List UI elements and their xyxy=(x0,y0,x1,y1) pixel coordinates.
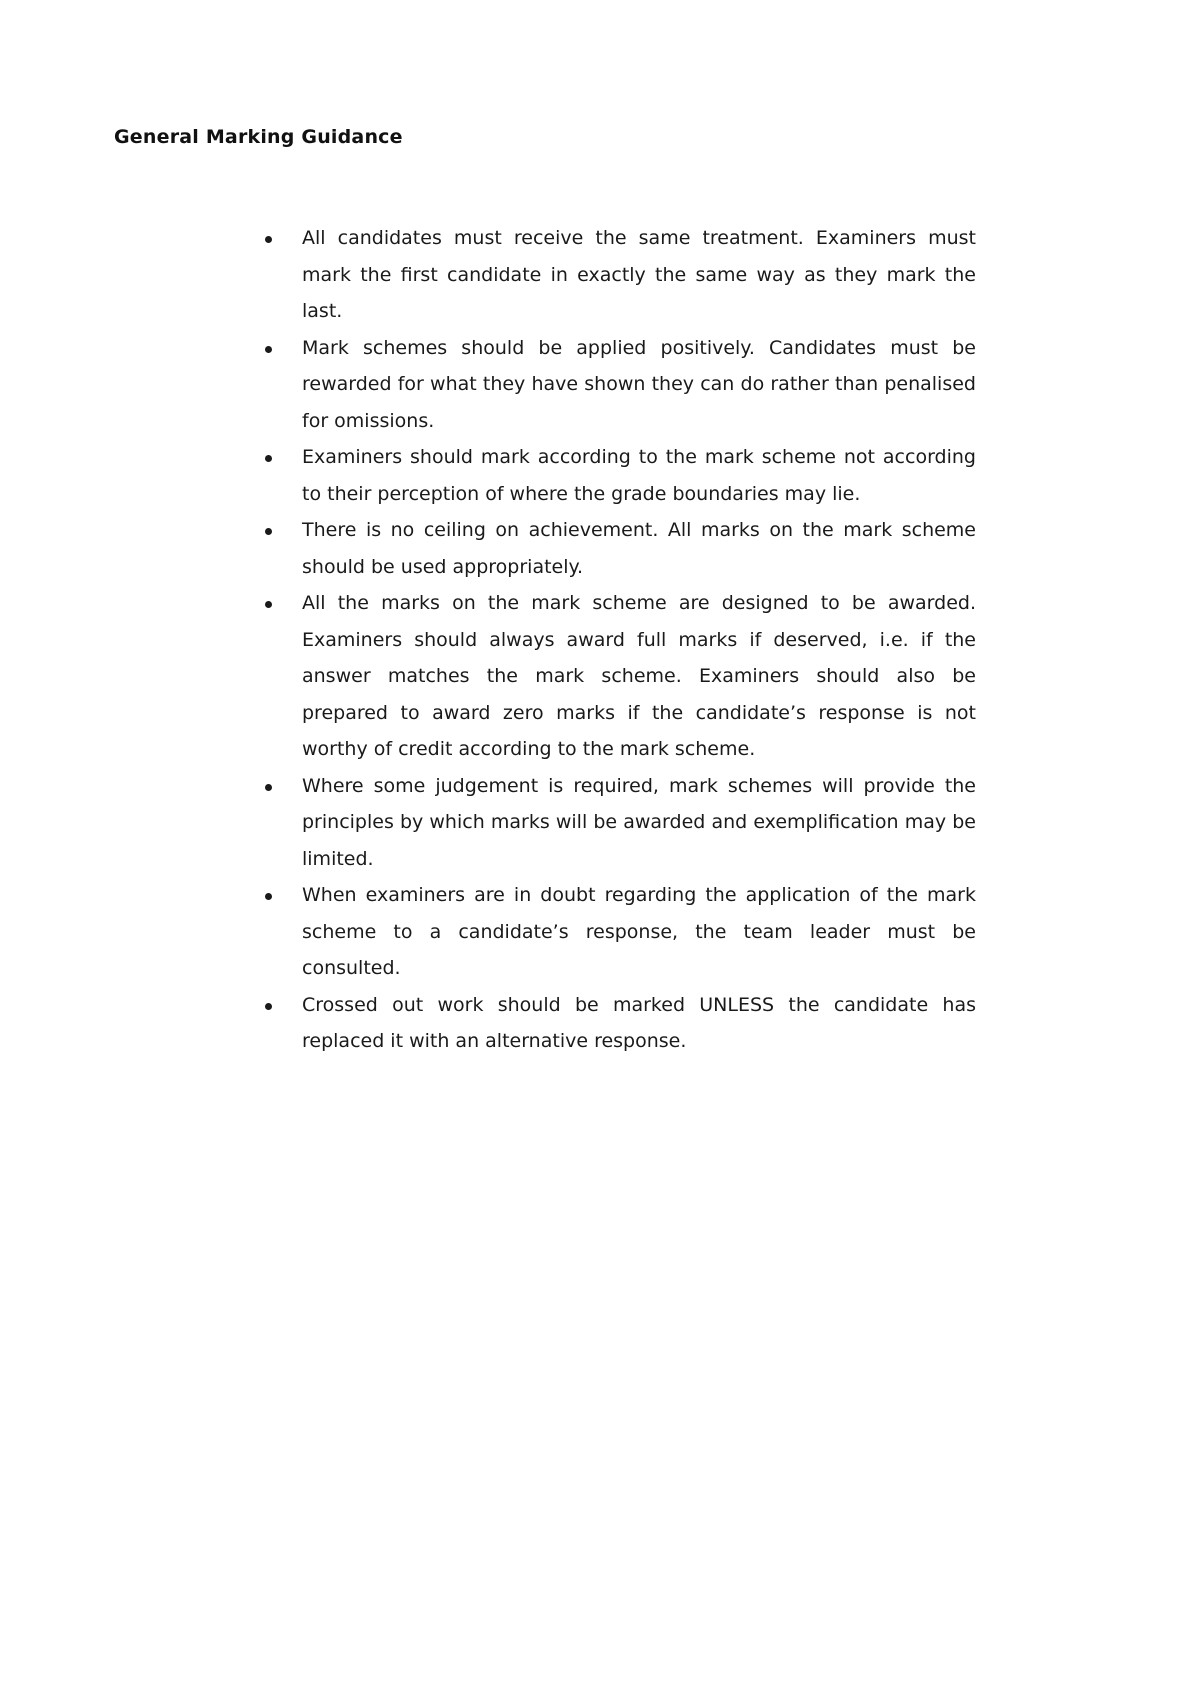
list-item xyxy=(262,330,976,440)
list-item xyxy=(262,220,976,330)
bullet-icon xyxy=(265,455,272,462)
list-item-text: When examiners are in doubt regarding the application of the mark scheme to a candidate’s response, the team leader must be consulted. xyxy=(302,884,976,979)
list-item-text: Examiners should mark according to the mark scheme not according to their perception of where the grade boundaries may lie. xyxy=(302,446,976,505)
list-item-text: Crossed out work should be marked UNLESS the candidate has replaced it with an alternative response. xyxy=(302,993,976,1052)
list-item xyxy=(262,768,976,878)
page-title: General Marking Guidance xyxy=(114,126,403,148)
list-item-text: All the marks on the mark scheme are designed to be awarded. Examiners should always award full marks if deserved, i.e. if the answer matches the mark scheme. Examiners should also be prepared to award zero marks if the candidate’s response is not worthy of credit according to the mark scheme. xyxy=(302,592,976,760)
list-item-text: There is no ceiling on achievement. All marks on the mark scheme should be used appropriately. xyxy=(302,519,976,578)
list-item xyxy=(262,877,976,987)
list-item xyxy=(262,439,976,512)
bullet-icon xyxy=(265,784,272,791)
bullet-icon xyxy=(265,528,272,535)
list-item-text: Where some judgement is required, mark schemes will provide the principles by which marks will be awarded and exemplification may be limited. xyxy=(302,774,976,870)
list-item-text: All candidates must receive the same treatment. Examiners must mark the first candidate in exactly the same way as they mark the last. xyxy=(302,227,976,322)
list-item xyxy=(262,987,976,1060)
list-item xyxy=(262,585,976,768)
list-item xyxy=(262,512,976,585)
bullet-icon xyxy=(265,893,272,900)
bullet-icon xyxy=(265,1003,272,1010)
bullet-icon xyxy=(265,346,272,353)
list-item-text: Mark schemes should be applied positively. Candidates must be rewarded for what they have shown they can do rather than penalised for omissions. xyxy=(302,336,976,432)
bullet-icon xyxy=(265,601,272,608)
bullet-icon xyxy=(265,236,272,243)
guidance-list xyxy=(262,220,976,1060)
